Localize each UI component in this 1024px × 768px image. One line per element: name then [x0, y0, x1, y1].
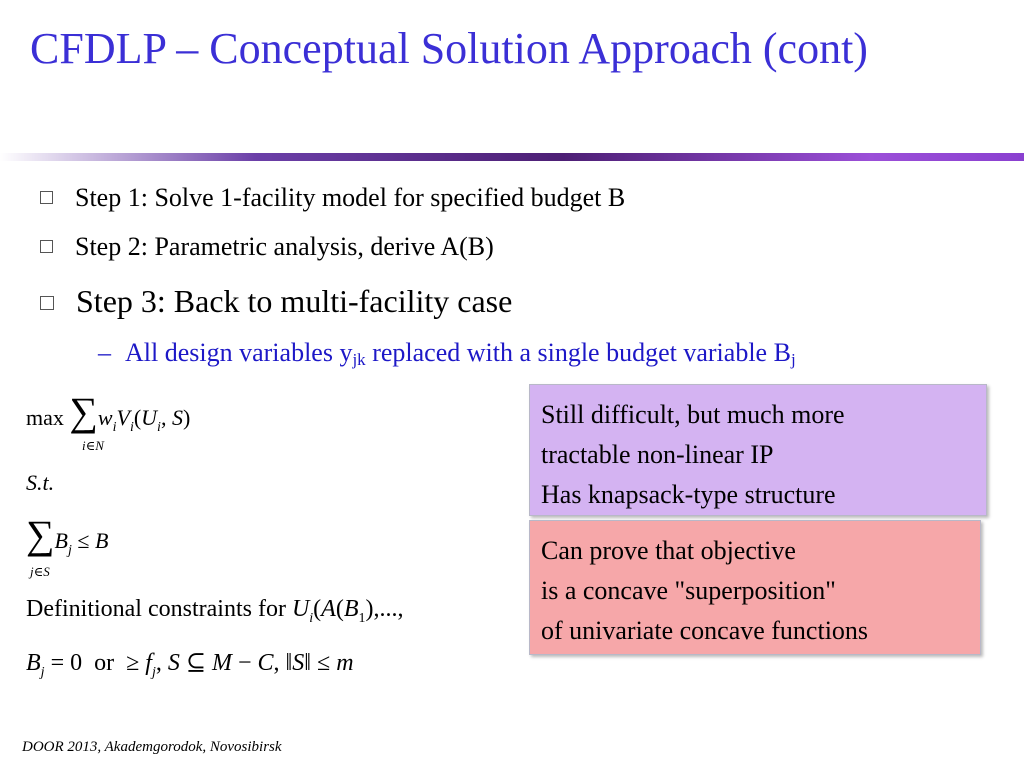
callout-line: of univariate concave functions [541, 616, 869, 645]
budget-sum-index: j∈S [30, 564, 50, 579]
sub-bullet-design-variables [98, 338, 796, 370]
budget-constraint: $\sum B_j \le B$ [26, 512, 109, 558]
callout-line: Has knapsack-type structure [541, 480, 836, 509]
variable-domain-constraint: $B_j = 0$ or ≥ $f_j$, S ⊆ M − C, ‖S‖ ≤ m [26, 650, 354, 680]
callout-line: Can prove that objective [541, 536, 796, 565]
definitional-constraints: Definitional constraints for $U_i(A(B_1)$,..., [26, 596, 404, 626]
bullet-text: Step 2: Parametric analysis, derive A(B) [75, 232, 494, 261]
callout-tractable-ip [529, 384, 987, 516]
callout-concave-superposition [529, 520, 981, 655]
subject-to-label: S.t. [26, 470, 55, 495]
sigma-symbol: ∑ [26, 512, 55, 557]
bullet-square-icon [40, 296, 54, 310]
bullet-text: Step 1: Solve 1-facility model for specified budget B [75, 183, 626, 212]
sub-bullet-text: All design variables $y_{jk}$ replaced with a single budget variable $B_j$ [125, 338, 796, 369]
callout-line: Still difficult, but much more [541, 400, 845, 429]
bullet-step-2 [40, 232, 494, 262]
objective-function: $\max \sum w_iV_i(U_i$, S) [26, 389, 191, 435]
callout-line: is a concave "superposition" [541, 576, 836, 605]
title-divider [0, 153, 1024, 161]
bullet-step-1 [40, 183, 625, 213]
objective-sum-index: i∈N [82, 438, 104, 453]
dash-marker: – [98, 338, 111, 367]
footer-conference: DOOR 2013, Akademgorodok, Novosibirsk [22, 739, 282, 755]
sigma-symbol: ∑ [69, 389, 98, 434]
bullet-square-icon [40, 240, 53, 253]
callout-line: tractable non-linear IP [541, 440, 774, 469]
slide-title: CFDLP – Conceptual Solution Approach (cont) [30, 24, 868, 73]
bullet-step-3 [40, 283, 512, 320]
max-operator: max [26, 405, 64, 430]
bullet-text: Step 3: Back to multi-facility case [76, 283, 513, 319]
bullet-square-icon [40, 191, 53, 204]
